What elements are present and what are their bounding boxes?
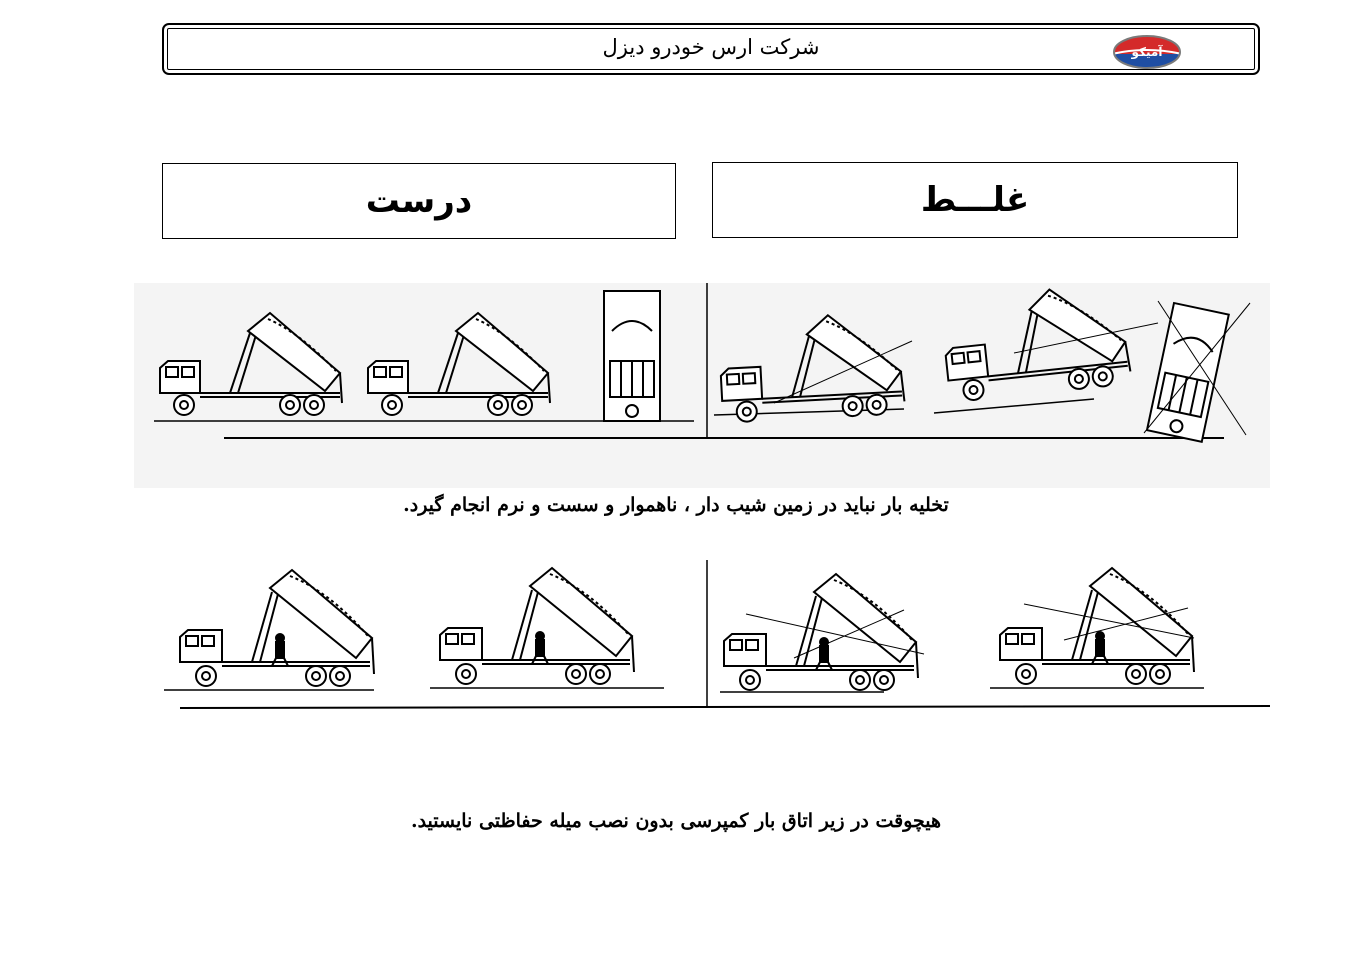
slope-warning-caption: تخلیه بار نباید در زمین شیب دار ، ناهموار و سست و نرم انجام گیرد. <box>403 494 949 516</box>
slope-unloading-illustration <box>134 283 1270 488</box>
company-logo-icon <box>1112 34 1182 70</box>
correct-label-box <box>162 163 676 239</box>
correct-label: درست <box>365 181 473 221</box>
safety-bar-illustration <box>134 550 1270 730</box>
logo-text: آمیکو <box>1131 45 1163 59</box>
safety-bar-warning-caption: هیچوقت در زیر اتاق بار کمپرسی بدون نصب میله حفاظتی نایستید. <box>410 810 942 832</box>
wrong-label-box <box>712 162 1238 238</box>
page-header <box>162 23 1260 75</box>
wrong-label: غلـــط <box>920 180 1030 220</box>
company-name: شرکت ارس خودرو دیزل <box>602 35 820 59</box>
